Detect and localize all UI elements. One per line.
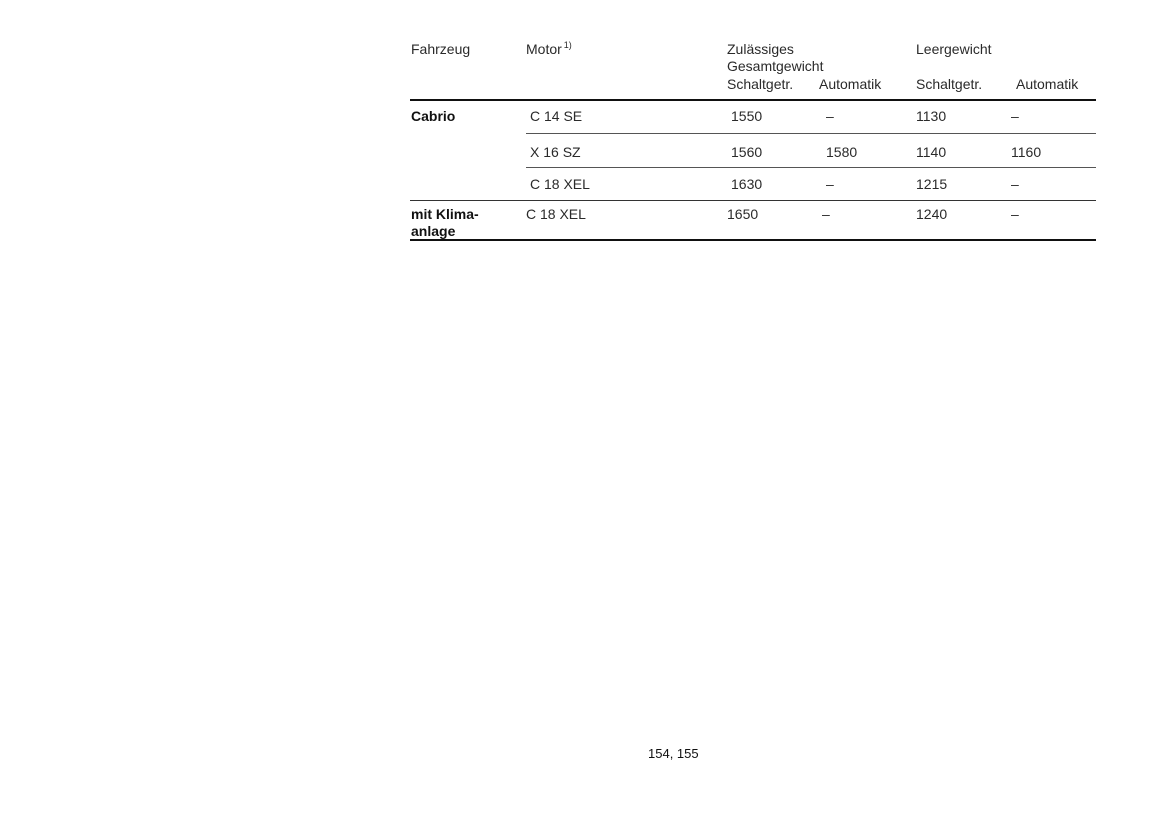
header-vehicle: Fahrzeug: [411, 41, 471, 57]
row2-engine: X 16 SZ: [530, 144, 581, 160]
header-empty-automatic: Automatik: [1016, 76, 1079, 92]
header-engine-footnote: 1): [563, 40, 572, 50]
row2-gross-manual: 1560: [731, 144, 763, 160]
row4-gross-manual: 1650: [727, 206, 759, 222]
row4-gross-auto: –: [822, 206, 830, 222]
row3-empty-manual: 1215: [916, 176, 948, 192]
header-divider: [410, 99, 1096, 101]
row3-gross-manual: 1630: [731, 176, 763, 192]
row2-divider: [526, 167, 1096, 168]
row4-vehicle-line1: mit Klima-: [411, 206, 479, 222]
header-empty-manual: Schaltgetr.: [916, 76, 983, 92]
header-gross-manual: Schaltgetr.: [727, 76, 794, 92]
row3-gross-auto: –: [826, 176, 834, 192]
row1-empty-auto: –: [1011, 108, 1019, 124]
table-bottom-rule: [410, 239, 1096, 241]
row4-vehicle-line2: anlage: [411, 223, 456, 239]
row4-empty-manual: 1240: [916, 206, 948, 222]
row1-empty-manual: 1130: [916, 108, 947, 124]
row4-empty-auto: –: [1011, 206, 1019, 222]
row3-empty-auto: –: [1011, 176, 1019, 192]
header-gross-weight-line2: Gesamtgewicht: [727, 58, 824, 74]
header-engine-label: Motor: [526, 41, 562, 57]
row1-gross-auto: –: [826, 108, 834, 124]
row4-engine: C 18 XEL: [526, 206, 586, 222]
page-number: 154, 155: [648, 746, 699, 761]
row3-engine: C 18 XEL: [530, 176, 590, 192]
row2-empty-auto: 1160: [1011, 144, 1042, 160]
row1-gross-manual: 1550: [731, 108, 763, 124]
row1-engine: C 14 SE: [530, 108, 583, 124]
header-empty-weight: Leergewicht: [916, 41, 992, 57]
header-gross-automatic: Automatik: [819, 76, 882, 92]
header-engine: [526, 41, 572, 60]
header-gross-weight-line1: Zulässiges: [727, 41, 794, 57]
row1-vehicle: Cabrio: [411, 108, 456, 124]
row2-empty-manual: 1140: [916, 144, 947, 160]
row1-divider: [526, 133, 1096, 134]
row2-gross-auto: 1580: [826, 144, 858, 160]
row3-divider: [410, 200, 1096, 201]
